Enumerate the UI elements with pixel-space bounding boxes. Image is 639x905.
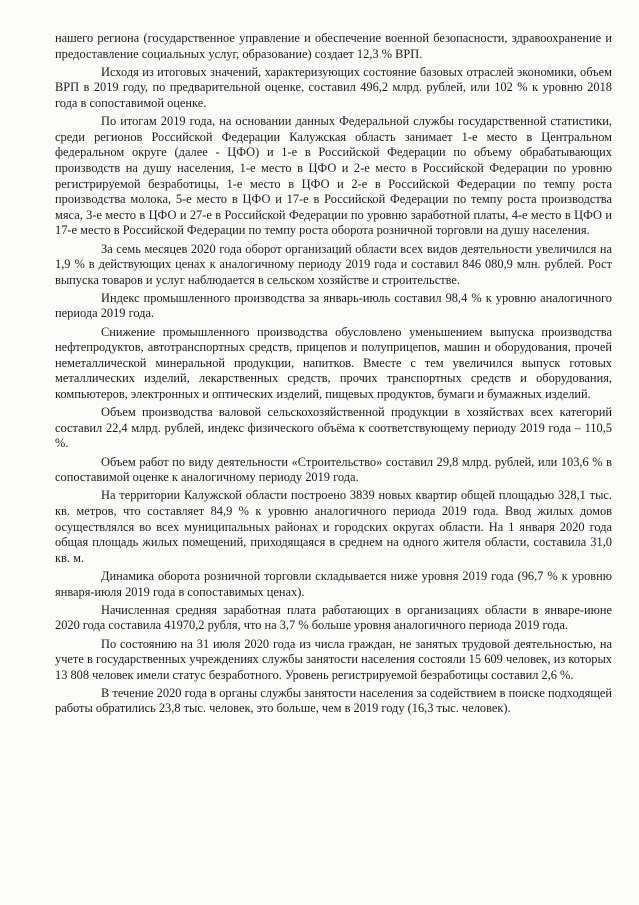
paragraph-job-seekers: В течение 2020 года в органы службы занятости населения за содействием в поиске подходящей работы обратились 23,8 тыс. человек, это больше, чем в 2019 году (16,3 тыс. человек). [55,685,612,716]
paragraph-industrial-decline: Снижение промышленного производства обусловлено уменьшением выпуска производства нефтепродуктов, автотранспортных средств, прицепов и полуприцепов, машин и оборудования, прочей неметаллической минеральной продукции, напитков. Вместе с тем увеличился выпуск готовых металлических изделий, лекарственных средств, прочих транспортных средств и оборудования, компьютеров, электронных и оптических изделий, пищевых продуктов, бумаги и бумажных изделий. [55,324,612,402]
paragraph-regional-rankings: По итогам 2019 года, на основании данных Федеральной службы государственной статистики, среди регионов Российской Федерации Калужская область занимает 1-е место в Центральном федеральном округе (далее - ЦФО) и 1-е в Российской Федерации по объему обрабатывающих производств на душу населения, 1-е место в ЦФО и 2-е место в Российской Федерации по уровню регистрируемой безработицы, 1-е место в ЦФО и 2-е в Российской Федерации по темпу роста производства молока, 5-е место в ЦФО и 17-е в Российской Федерации по темпу роста производства мяса, 3-е место в ЦФО и 27-е в Российской Федерации по уровню заработной платы, 4-е место в ЦФО и 17-е место в Российской Федерации по темпу роста оборота розничной торговли на душу населения. [55,114,612,238]
paragraph-wages: Начисленная средняя заработная плата работающих в организациях области в январе-июне 2020 года составила 41970,2 рубля, что на 3,7 % больше уровня аналогичного периода 2019 года. [55,602,612,633]
paragraph-retail: Динамика оборота розничной торговли складывается ниже уровня 2019 года (96,7 % к уровню января-июля 2019 года в сопоставимых ценах). [55,568,612,599]
paragraph-regional-sectors: нашего региона (государственное управление и обеспечение военной безопасности, здравоохранение и предоставление социальных услуг, образование) создает 12,3 % ВРП. [55,31,612,61]
paragraph-grp-estimate: Исходя из итоговых значений, характеризующих состояние базовых отраслей экономики, объем ВРП в 2019 году, по предварительной оценке, составил 496,2 млрд. рублей, или 102 % к уровню 2018 года в сопоставимой оценке. [55,64,612,110]
paragraph-housing: На территории Калужской области построено 3839 новых квартир общей площадью 328,1 тыс. кв. метров, что составляет 84,9 % к уровню аналогичного периода 2019 года. Ввод жилых домов осуществлялся во всех муниципальных районах и городских округах области. На 1 января 2020 года общая площадь жилых помещений, приходящаяся в среднем на одного жителя области, составила 31,0 кв. м. [55,488,612,565]
document-body [55,31,612,720]
paragraph-agriculture: Объем производства валовой сельскохозяйственной продукции в хозяйствах всех категорий составил 22,4 млрд. рублей, индекс физического объёма к соответствующему периоду 2019 года – 110,5 %. [55,405,612,451]
paragraph-construction: Объем работ по виду деятельности «Строительство» составил 29,8 млрд. рублей, или 103,6 % в сопоставимой оценке к аналогичному периоду 2019 года. [55,454,612,485]
paragraph-turnover: За семь месяцев 2020 года оборот организаций области всех видов деятельности увеличился на 1,9 % в действующих ценах к аналогичному периоду 2019 года и составил 846 080,9 млн. рублей. Рост выпуска товаров и услуг наблюдается в сельском хозяйстве и строительстве. [55,241,612,287]
paragraph-industrial-index: Индекс промышленного производства за январь-июль составил 98,4 % к уровню аналогичного периода 2019 года. [55,290,612,321]
paragraph-unemployment: По состоянию на 31 июля 2020 года из числа граждан, не занятых трудовой деятельностью, на учете в государственных учреждениях службы занятости населения состояли 15 609 человек, из которых 13 808 человек имели статус безработного. Уровень регистрируемой безработицы составил 2,6 %. [55,636,612,682]
